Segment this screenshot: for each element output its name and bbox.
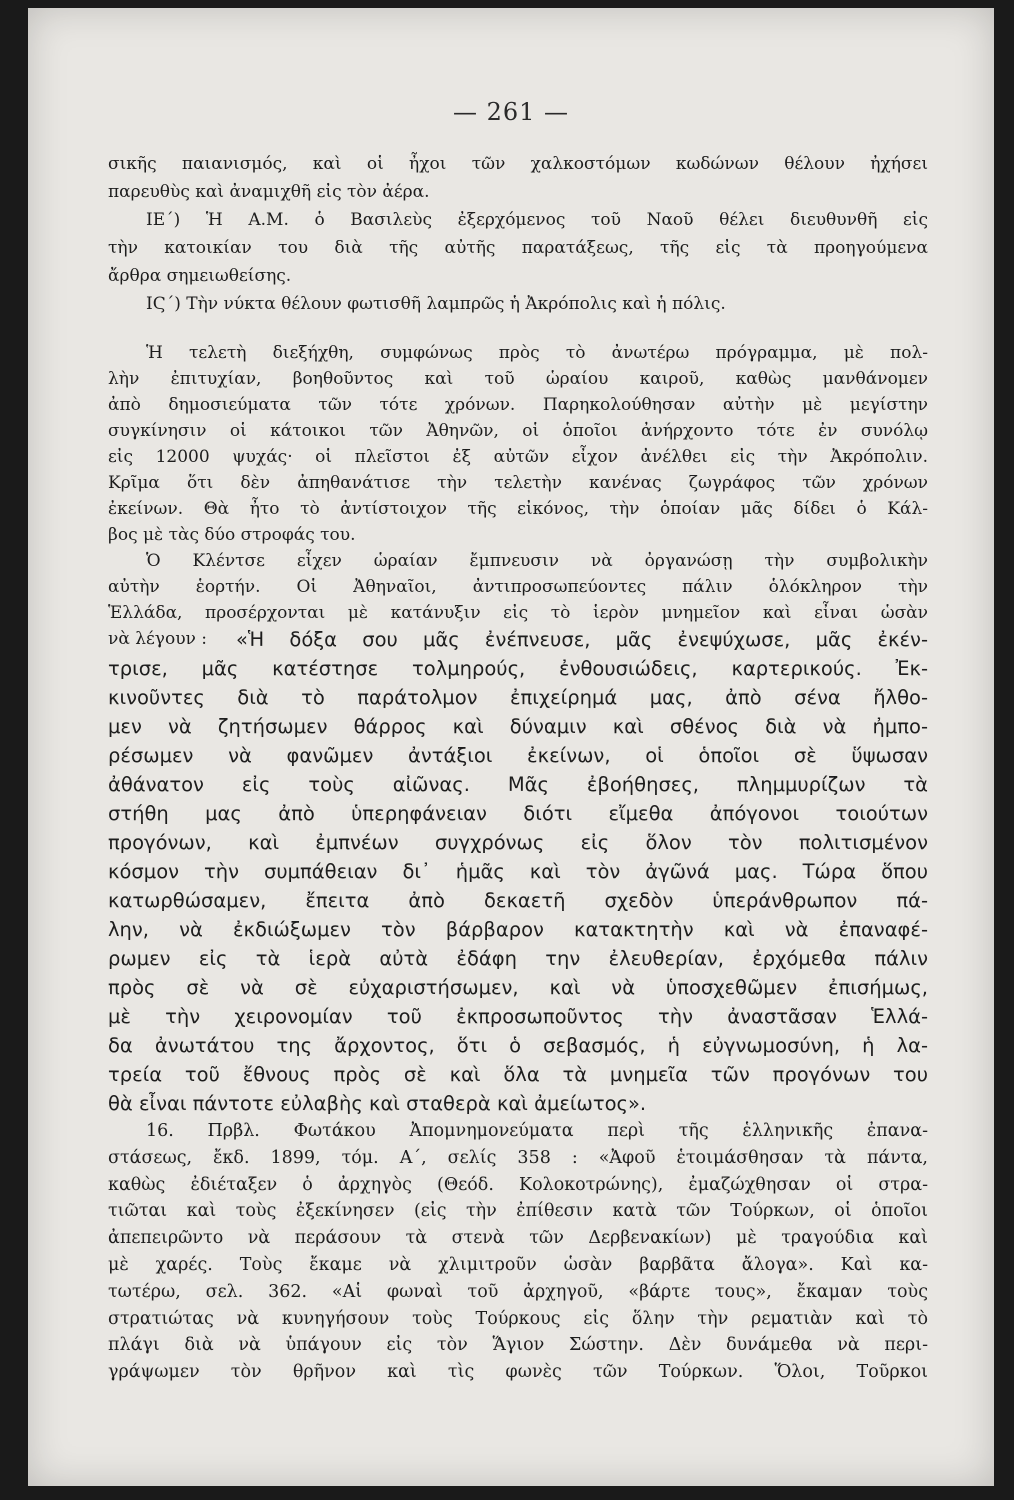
body-text bbox=[108, 150, 928, 1386]
text-line: βος μὲ τὰς δύο στροφάς του. bbox=[108, 525, 356, 545]
text-line: τιῶται καὶ τοὺς ἐξεκίνησεν (εἰς τὴν ἐπίθεσιν κατὰ τῶν Τούρκων, οἱ ὁποῖοι bbox=[108, 1201, 928, 1222]
text-line: στρατιώτας νὰ κυνηγήσουν τοὺς Τούρκους εἰς ὅλην τὴν ρεματιὰν καὶ τὸ bbox=[108, 1308, 928, 1329]
ceremony-paragraph bbox=[108, 340, 928, 652]
text-line: τρεία τοῦ ἔθνους πρὸς σὲ καὶ ὅλα τὰ μνημεῖα τῶν προγόνων του bbox=[108, 1063, 928, 1086]
text-line: τὴν κατοικίαν του διὰ τῆς αὐτῆς παρατάξεως, τῆς εἰς τὰ προηγούμενα bbox=[108, 238, 928, 258]
text-line: νὰ λέγουν : bbox=[108, 629, 207, 649]
text-line: μεν νὰ ζητήσωμεν θάρρος καὶ δύναμιν καὶ σθένος διὰ νὰ ἠμπο- bbox=[108, 715, 928, 738]
text-line: λὴν ἐπιτυχίαν, βοηθοῦντος καὶ τοῦ ὡραίου καιροῦ, καθὼς μανθάνομεν bbox=[108, 369, 928, 389]
text-line: ρέσωμεν νὰ φανῶμεν ἀντάξιοι ἐκείνων, οἱ ὁποῖοι σὲ ὕψωσαν bbox=[108, 744, 928, 767]
text-line: ΙΕ΄) Ἡ Α.Μ. ὁ Βασιλεὺς ἐξερχόμενος τοῦ Ναοῦ θέλει διευθυνθῆ εἰς bbox=[146, 210, 928, 230]
text-line: γράψωμεν τὸν θρῆνον καὶ τὶς φωνὲς τῶν Τούρκων. Ὅλοι, Τοῦρκοι bbox=[108, 1362, 928, 1383]
footnote-16 bbox=[108, 1118, 928, 1386]
text-line: Ὁ Κλέντσε εἶχεν ὡραίαν ἔμπνευσιν νὰ ὀργανώσῃ τὴν συμβολικὴν bbox=[146, 551, 928, 571]
text-line: λην, νὰ ἐκδιώξωμεν τὸν βάρβαρον κατακτητὴν καὶ νὰ ἐπαναφέ- bbox=[108, 918, 928, 941]
text-line: προγόνων, καὶ ἐμπνέων συγχρόνως εἰς ὅλον τὸν πολιτισμένον bbox=[108, 831, 928, 854]
text-line: 16. Πρβλ. Φωτάκου Ἀπομνημονεύματα περὶ τῆς ἑλληνικῆς ἐπανα- bbox=[146, 1121, 928, 1141]
text-line: πλάγι διὰ νὰ ὑπάγουν εἰς τὸν Ἅγιον Σώστην. Δὲν δυνάμεθα νὰ περι- bbox=[108, 1335, 928, 1356]
text-line: καθὼς ἐδιέταξεν ὁ ἀρχηγὸς (Θεόδ. Κολοκοτρώνης), ἐμαζώχθησαν οἱ στρα- bbox=[108, 1174, 928, 1195]
text-line: ΙϚ΄) Τὴν νύκτα θέλουν φωτισθῆ λαμπρῶς ἡ Ἀκρόπολις καὶ ἡ πόλις. bbox=[146, 294, 726, 314]
text-line: τρισε, μᾶς κατέστησε τολμηρούς, ἐνθουσιώδεις, καρτερικούς. Ἐκ- bbox=[108, 657, 928, 680]
book-page bbox=[28, 8, 994, 1486]
text-line: στήθη μας ἀπὸ ὑπερηφάνειαν διότι εἴμεθα ἀπόγονοι τοιούτων bbox=[108, 802, 928, 825]
text-line: ἀθάνατον εἰς τοὺς αἰῶνας. Μᾶς ἐβοήθησες, πλημμυρίζων τὰ bbox=[108, 773, 928, 796]
text-line: Ἑλλάδα, προσέρχονται μὲ κατάνυξιν εἰς τὸ ἱερὸν μνημεῖον καὶ εἶναι ὡσὰν bbox=[108, 603, 928, 623]
text-line: ρωμεν εἰς τὰ ἱερὰ αὐτὰ ἐδάφη την ἐλευθερίαν, ἐρχόμεθα πάλιν bbox=[108, 947, 928, 970]
text-line: τωτέρω, σελ. 362. «Αἱ φωναὶ τοῦ ἀρχηγοῦ, «βάρτε τους», ἔκαμαν τοὺς bbox=[108, 1281, 928, 1302]
text-line: μὲ χαρές. Τοὺς ἔκαμε νὰ χλιμιτροῦν ὡσὰν βαρβᾶτα ἄλογα». Καὶ κα- bbox=[108, 1254, 928, 1275]
text-line: πρὸς σὲ νὰ σὲ εὐχαριστήσωμεν, καὶ νὰ ὑποσχεθῶμεν ἐπισήμως, bbox=[108, 976, 928, 999]
text-line: κατωρθώσαμεν, ἔπειτα ἀπὸ δεκαετῆ σχεδὸν ὑπεράνθρωπον πά- bbox=[108, 889, 928, 912]
quotation bbox=[108, 625, 928, 654]
text-line: αὐτὴν ἑορτήν. Οἱ Ἀθηναῖοι, ἀντιπροσωπεύοντες πάλιν ὁλόκληρον τὴν bbox=[108, 577, 928, 597]
text-line: «Ἡ δόξα σου μᾶς ἐνέπνευσε, μᾶς ἐνεψύχωσε, μᾶς ἐκέν- bbox=[236, 628, 928, 651]
page-number: — 261 — bbox=[452, 98, 570, 126]
text-line: ἐκείνων. Θὰ ἦτο τὸ ἀντίστοιχον τῆς εἰκόνος, τὴν ὁποίαν μᾶς δίδει ὁ Κάλ- bbox=[108, 499, 928, 519]
text-line: μὲ τὴν χειρονομίαν τοῦ ἐκπροσωποῦντος τὴν ἀναστᾶσαν Ἑλλά- bbox=[108, 1005, 928, 1028]
program-articles bbox=[108, 150, 928, 318]
text-line: σικῆς παιανισμός, καὶ οἱ ἦχοι τῶν χαλκοστόμων κωδώνων θέλουν ἠχήσει bbox=[108, 154, 928, 174]
quotation-continued bbox=[108, 654, 928, 1118]
text-line: συγκίνησιν οἱ κάτοικοι τῶν Ἀθηνῶν, οἱ ὁποῖοι ἀνήρχοντο τότε ἐν συνόλῳ bbox=[108, 421, 928, 441]
text-line: κόσμον τὴν συμπάθειαν δι᾽ ἡμᾶς καὶ τὸν ἀγῶνά μας. Τώρα ὅπου bbox=[108, 860, 928, 883]
text-line: εἰς 12000 ψυχάς· οἱ πλεῖστοι ἐξ αὐτῶν εἶχον ἀνέλθει εἰς τὴν Ἀκρόπολιν. bbox=[108, 447, 928, 467]
text-line: ἄρθρα σημειωθείσης. bbox=[108, 266, 292, 286]
text-line: ἀπεπειρῶντο νὰ περάσουν τὰ στενὰ τῶν Δερβενακίων) μὲ τραγούδια καὶ bbox=[108, 1228, 928, 1249]
text-line: παρευθὺς καὶ ἀναμιχθῆ εἰς τὸν ἀέρα. bbox=[108, 182, 430, 202]
text-line: θὰ εἶναι πάντοτε εὐλαβὴς καὶ σταθερὰ καὶ ἀμείωτος». bbox=[108, 1092, 647, 1115]
text-line: Ἡ τελετὴ διεξήχθη, συμφώνως πρὸς τὸ ἀνωτέρω πρόγραμμα, μὲ πολ- bbox=[146, 343, 928, 363]
text-line: δα ἀνωτάτου της ἄρχοντος, ὅτι ὁ σεβασμός, ἡ εὐγνωμοσύνη, ἡ λα- bbox=[108, 1034, 928, 1057]
text-line: Κρῖμα ὅτι δὲν ἀπηθανάτισε τὴν τελετὴν κανένας ζωγράφος τῶν χρόνων bbox=[108, 473, 928, 493]
text-line: στάσεως, ἔκδ. 1899, τόμ. Α΄, σελίς 358 : «Ἀφοῦ ἑτοιμάσθησαν τὰ πάντα, bbox=[108, 1147, 928, 1168]
text-line: κινοῦντες διὰ τὸ παράτολμον ἐπιχείρημά μας, ἀπὸ σένα ἤλθο- bbox=[108, 686, 928, 709]
text-line: ἀπὸ δημοσιεύματα τῶν τότε χρόνων. Παρηκολούθησαν αὐτὴν μὲ μεγίστην bbox=[108, 395, 928, 415]
